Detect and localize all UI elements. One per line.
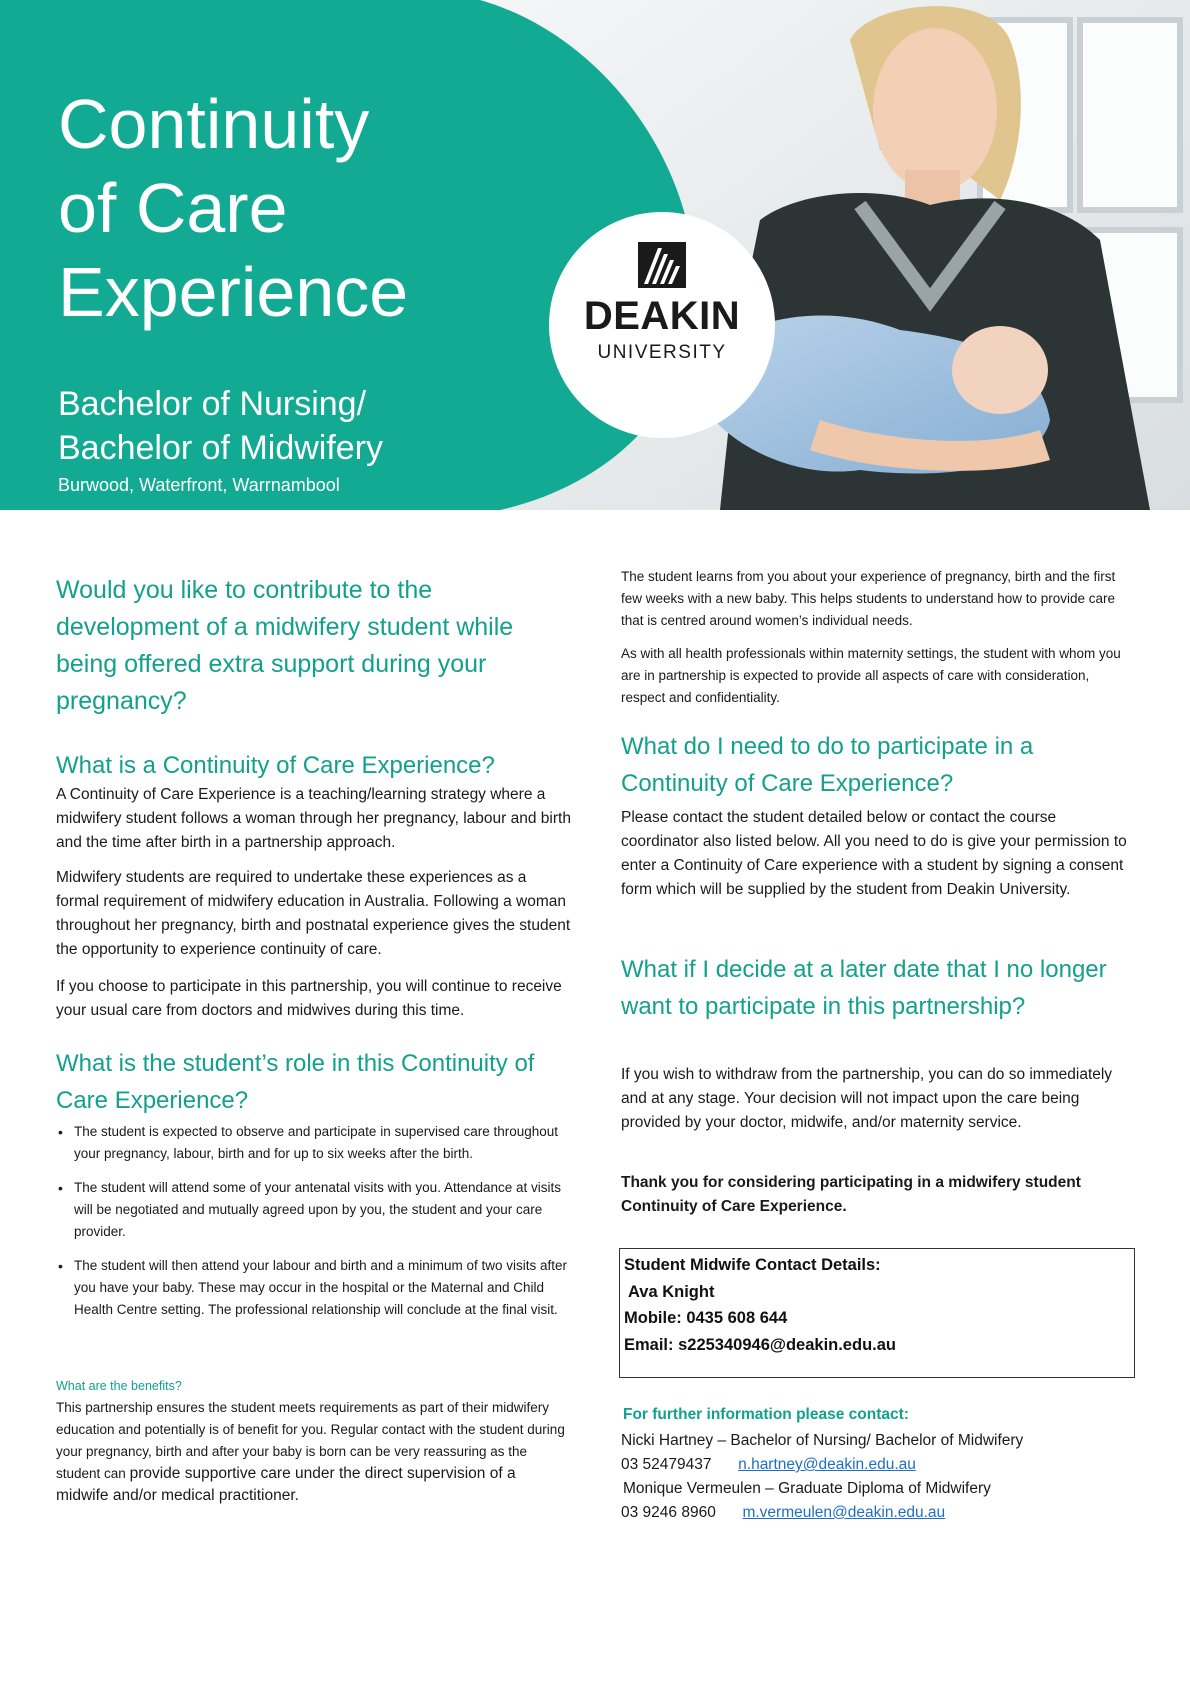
logo-subword: UNIVERSITY xyxy=(597,342,727,363)
deakin-logo xyxy=(549,212,775,438)
hero-subtitle xyxy=(58,382,383,470)
coordinator-contact xyxy=(621,1501,1137,1525)
intro-question: Would you like to contribute to the development of a midwifery student while being offered extra support during your pregnancy? xyxy=(56,576,514,715)
further-info-heading: For further information please contact: xyxy=(623,1406,909,1423)
hero-title-line: Continuity xyxy=(58,85,370,163)
logo-wordmark: DEAKIN xyxy=(583,294,741,338)
hero-title-line: Experience xyxy=(58,253,409,331)
benefits-text-small: This partnership ensures the student meets requirements as part of their midwifery education and potentially is of benefit for you. Regular contact with the student during your pregnancy, birth and after your baby is born can be very reassuring as the student can xyxy=(56,1400,565,1481)
heading-student-role: What is the student’s role in this Continuity of Care Experience? xyxy=(56,1050,535,1114)
coordinator-name: Monique Vermeulen – Graduate Diploma of Midwifery xyxy=(623,1480,991,1497)
hero-subtitle-line: Bachelor of Nursing/ xyxy=(58,385,367,423)
what-is-paragraph: Midwifery students are required to undertake these experiences as a formal requirement of midwifery education in Australia. Following a woman throughout her pregnancy, birth and postnatal experience gives the student the opportunity to experience continuity of care. xyxy=(56,869,571,958)
hero-title xyxy=(58,82,408,334)
thank-you-note: Thank you for considering participating in a midwifery student Continuity of Care Experience. xyxy=(621,1174,1081,1215)
withdraw-paragraph: If you wish to withdraw from the partnership, you can do so immediately and at any stage. Your decision will not impact upon the care being provided by your doctor, midwife, and/or maternity service. xyxy=(621,1066,1113,1131)
heading-what-is: What is a Continuity of Care Experience? xyxy=(56,752,495,779)
contact-name: Ava Knight xyxy=(624,1282,715,1301)
coordinator-email-link[interactable]: n.hartney@deakin.edu.au xyxy=(738,1456,916,1473)
deakin-crest-icon xyxy=(638,242,686,288)
learns-paragraph: The student learns from you about your experience of pregnancy, birth and the first few weeks with a new baby. This helps students to understand how to provide care that is centred around women’s individual needs. xyxy=(621,569,1116,628)
contact-email: Email: s225340946@deakin.edu.au xyxy=(624,1335,896,1354)
student-role-list xyxy=(56,1121,572,1333)
learns-paragraph: As with all health professionals within maternity settings, the student with whom you are in partnership is expected to provide all aspects of care with consideration, respect and confidentiality. xyxy=(621,646,1121,705)
campus-list: Burwood, Waterfront, Warrnambool xyxy=(58,475,340,495)
list-item: • The student will then attend your labour and birth and a minimum of two visits after you have your baby. These may occur in the hospital or the Maternal and Child Health Centre setting. The professional relationship will conclude at the final visit. xyxy=(56,1255,572,1321)
heading-participate: What do I need to do to participate in a Continuity of Care Experience? xyxy=(621,733,1034,797)
what-is-paragraph: If you choose to participate in this partnership, you will continue to receive your usual care from doctors and midwives during this time. xyxy=(56,978,562,1019)
benefits-text-large: provide supportive care under the direct supervision of a midwife and/or medical practitioner. xyxy=(56,1465,516,1504)
student-contact-box xyxy=(619,1248,1135,1378)
list-item: • The student is expected to observe and participate in supervised care throughout your pregnancy, labour, birth and for up to six weeks after the birth. xyxy=(56,1121,572,1165)
coordinator-contact xyxy=(621,1453,1137,1477)
hero-subtitle-line: Bachelor of Midwifery xyxy=(58,429,384,467)
hero-banner xyxy=(0,0,1190,510)
coordinator-phone: 03 52479437 xyxy=(621,1456,712,1473)
coordinator-list xyxy=(621,1429,1137,1525)
heading-benefits: What are the benefits? xyxy=(56,1379,182,1393)
coordinator-email-link[interactable]: m.vermeulen@deakin.edu.au xyxy=(742,1504,946,1521)
contact-title: Student Midwife Contact Details: xyxy=(624,1256,881,1274)
coordinator-phone: 03 9246 8960 xyxy=(621,1504,716,1521)
coordinator-name: Nicki Hartney – Bachelor of Nursing/ Bachelor of Midwifery xyxy=(621,1432,1024,1449)
benefits-paragraph xyxy=(56,1397,572,1507)
contact-mobile: Mobile: 0435 608 644 xyxy=(624,1309,788,1327)
what-is-paragraph: A Continuity of Care Experience is a teaching/learning strategy where a midwifery student follows a woman through her pregnancy, labour and birth and the time after birth in a partnership approach. xyxy=(56,786,571,851)
hero-title-line: of Care xyxy=(58,169,288,247)
participate-paragraph: Please contact the student detailed below or contact the course coordinator also listed below. All you need to do is give your permission to enter a Continuity of Care experience with a student by signing a consent form which will be supplied by the student from Deakin University. xyxy=(621,809,1127,898)
list-item: • The student will attend some of your antenatal visits with you. Attendance at visits will be negotiated and mutually agreed upon by you, the student and your care provider. xyxy=(56,1177,572,1243)
heading-withdraw: What if I decide at a later date that I no longer want to participate in this partnership? xyxy=(621,956,1107,1020)
